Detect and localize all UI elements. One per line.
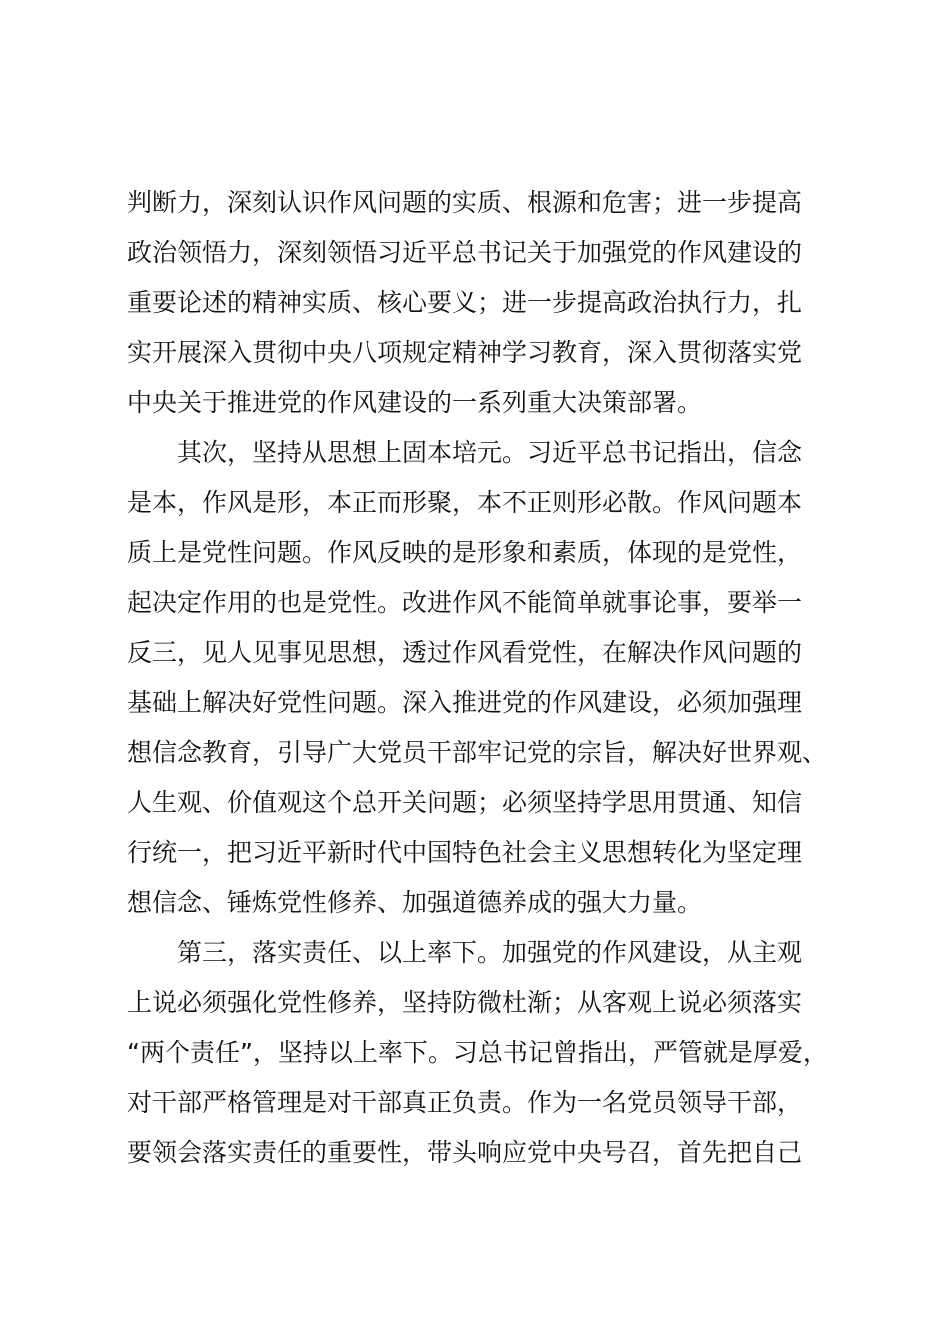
text-line-6: 其次，坚持从思想上固本培元。习近平总书记指出，信念 bbox=[177, 438, 803, 467]
text-line-12: 想信念教育，引导广大党员干部牢记党的宗旨，解决好世界观、 bbox=[127, 738, 828, 767]
text-line-17: 上说必须强化党性修养，坚持防微杜渐；从客观上说必须落实 bbox=[127, 988, 803, 1017]
text-line-16: 第三，落实责任、以上率下。加强党的作风建设，从主观 bbox=[177, 938, 803, 967]
text-line-7: 是本，作风是形，本正而形聚，本不正则形必散。作风问题本 bbox=[127, 488, 803, 517]
text-line-8: 质上是党性问题。作风反映的是形象和素质，体现的是党性， bbox=[127, 538, 803, 567]
text-line-19: 对干部严格管理是对干部真正负责。作为一名党员领导干部， bbox=[127, 1088, 803, 1117]
text-line-5: 中央关于推进党的作风建设的一系列重大决策部署。 bbox=[127, 388, 703, 417]
text-line-14: 行统一，把习近平新时代中国特色社会主义思想转化为坚定理 bbox=[127, 838, 803, 867]
text-line-3: 重要论述的精神实质、核心要义；进一步提高政治执行力，扎 bbox=[127, 288, 803, 317]
text-line-13: 人生观、价值观这个总开关问题；必须坚持学思用贯通、知信 bbox=[127, 788, 803, 817]
text-line-4: 实开展深入贯彻中央八项规定精神学习教育，深入贯彻落实党 bbox=[127, 338, 803, 367]
text-line-20: 要领会落实责任的重要性，带头响应党中央号召，首先把自己 bbox=[127, 1138, 803, 1167]
text-line-11: 基础上解决好党性问题。深入推进党的作风建设，必须加强理 bbox=[127, 688, 803, 717]
text-line-15: 想信念、锤炼党性修养、加强道德养成的强大力量。 bbox=[127, 888, 703, 917]
text-line-1: 判断力，深刻认识作风问题的实质、根源和危害；进一步提高 bbox=[127, 188, 803, 217]
text-line-18: “两个责任”，坚持以上率下。习总书记曾指出，严管就是厚爱， bbox=[127, 1038, 828, 1067]
text-line-2: 政治领悟力，深刻领悟习近平总书记关于加强党的作风建设的 bbox=[127, 238, 803, 267]
text-line-9: 起决定作用的也是党性。改进作风不能简单就事论事，要举一 bbox=[127, 588, 803, 617]
text-line-10: 反三，见人见事见思想，透过作风看党性，在解决作风问题的 bbox=[127, 638, 803, 667]
body-text bbox=[127, 178, 847, 1178]
